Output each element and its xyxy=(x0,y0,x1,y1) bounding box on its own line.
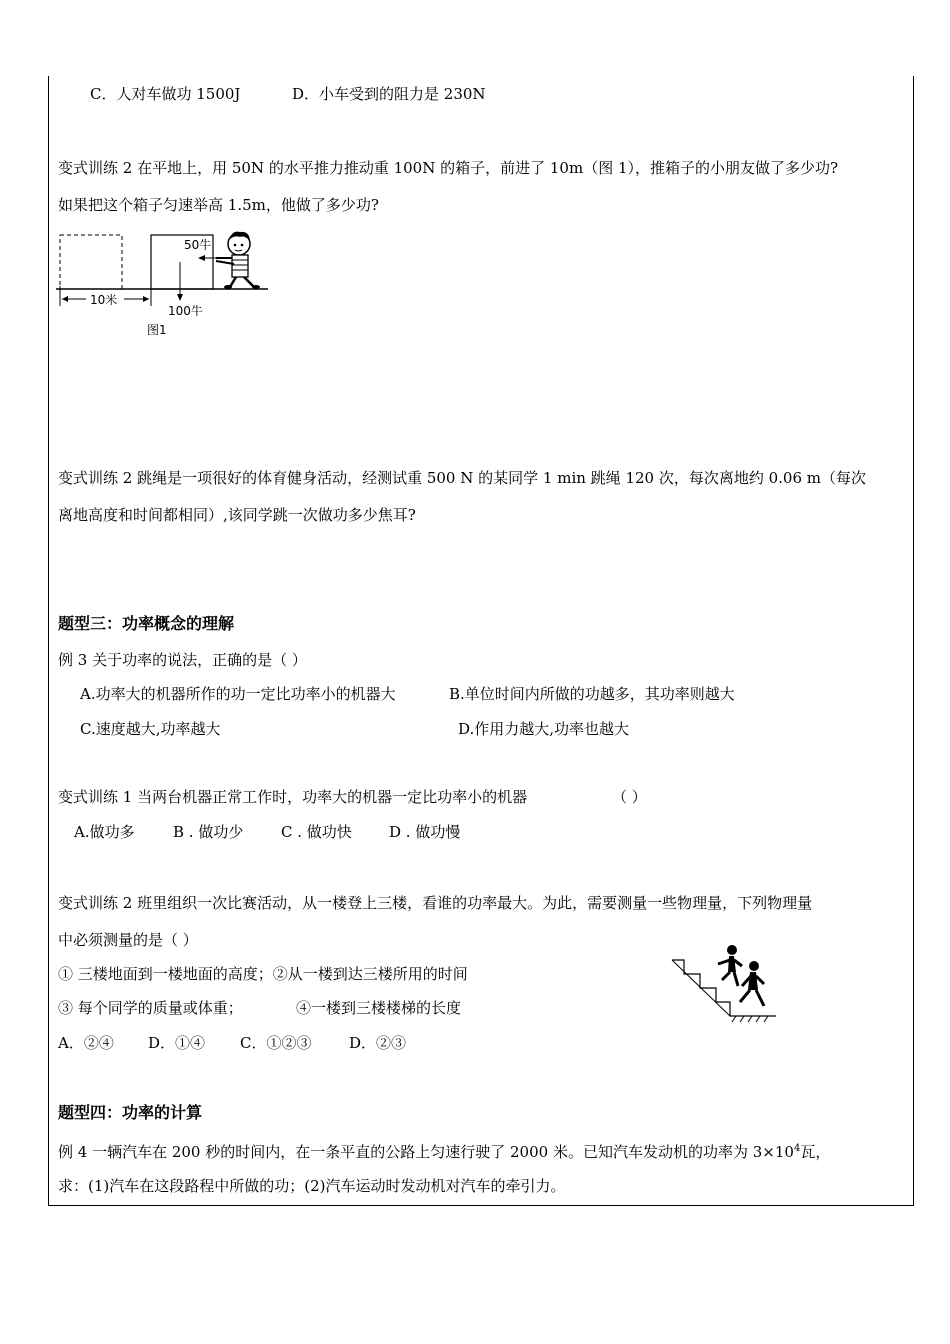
force-label: 50牛 xyxy=(184,238,212,252)
example4-line1 xyxy=(58,1139,830,1162)
figure-1-push-box xyxy=(54,228,274,340)
variant2-option-a: A．②④ xyxy=(58,1034,114,1052)
distance-label: 10米 xyxy=(90,293,118,307)
box-question-line2: 如果把这个箱子匀速举高 1.5m，他做了多少功? xyxy=(58,196,379,214)
example4-line1-text: 例 4 一辆汽车在 200 秒的时间内，在一条平直的公路上匀速行驶了 2000 米。已知汽车发动机的功率为 3×10 xyxy=(58,1143,794,1161)
box-question-line1: 变式训练 2 在平地上，用 50N 的水平推力推动重 100N 的箱子，前进了 10m（图 1），推箱子的小朋友做了多少功? xyxy=(58,159,839,177)
example3-question: 例 3 关于功率的说法，正确的是（ ） xyxy=(58,651,307,669)
example4-unit: 瓦， xyxy=(800,1143,831,1161)
original-box-dashed xyxy=(60,235,122,289)
jumprope-question-line2: 离地高度和时间都相同）,该同学跳一次做功多少焦耳? xyxy=(58,506,416,524)
jumprope-question-line1: 变式训练 2 跳绳是一项很好的体育健身活动，经测试重 500 N 的某同学 1 min 跳绳 120 次，每次离地约 0.06 m（每次 xyxy=(58,469,866,487)
variant1-question: 变式训练 1 当两台机器正常工作时，功率大的机器一定比功率小的机器 xyxy=(58,788,528,806)
variant2-question-line1: 变式训练 2 班里组织一次比赛活动，从一楼登上三楼，看谁的功率最大。为此，需要测量一些物理量，下列物理量 xyxy=(58,894,813,912)
climber-2 xyxy=(740,961,764,1006)
child-figure xyxy=(216,232,260,289)
example3-option-b: B.单位时间内所做的功越多，其功率则越大 xyxy=(449,685,735,703)
variant2-option-d: D．②③ xyxy=(349,1034,407,1052)
type4-heading: 题型四：功率的计算 xyxy=(58,1103,203,1122)
figure-caption: 图1 xyxy=(147,323,167,337)
type3-heading: 题型三：功率概念的理解 xyxy=(58,614,235,633)
climber-1 xyxy=(718,945,742,986)
variant1-option-a: A.做功多 xyxy=(74,823,135,841)
prev-option-c: C．人对车做功 1500J xyxy=(90,85,241,103)
stairs-climbing-figure xyxy=(666,940,780,1026)
example3-option-c: C.速度越大,功率越大 xyxy=(80,720,221,738)
example3-option-a: A.功率大的机器所作的功一定比功率小的机器大 xyxy=(80,685,396,703)
weight-label: 100牛 xyxy=(168,304,203,318)
variant2-item-1-2: ① 三楼地面到一楼地面的高度；②从一楼到达三楼所用的时间 xyxy=(58,965,468,983)
variant2-item-4: ④一楼到三楼楼梯的长度 xyxy=(296,999,462,1017)
variant1-option-c: C . 做功快 xyxy=(281,823,352,841)
example4-exponent: 4 xyxy=(793,1143,801,1154)
variant1-option-b: B . 做功少 xyxy=(173,823,244,841)
prev-option-d: D．小车受到的阻力是 230N xyxy=(292,85,486,103)
variant2-question-line2: 中必须测量的是（ ） xyxy=(58,931,198,949)
variant1-answer-paren: （ ） xyxy=(612,788,647,806)
staircase xyxy=(672,960,776,1016)
example3-option-d: D.作用力越大,功率也越大 xyxy=(458,720,630,738)
variant2-option-b: D．①④ xyxy=(148,1034,206,1052)
example4-line2: 求：(1)汽车在这段路程中所做的功；(2)汽车运动时发动机对汽车的牵引力。 xyxy=(58,1177,566,1195)
variant2-item-3: ③ 每个同学的质量或体重； xyxy=(58,999,243,1017)
variant1-option-d: D . 做功慢 xyxy=(389,823,461,841)
variant2-option-c: C．①②③ xyxy=(240,1034,312,1052)
